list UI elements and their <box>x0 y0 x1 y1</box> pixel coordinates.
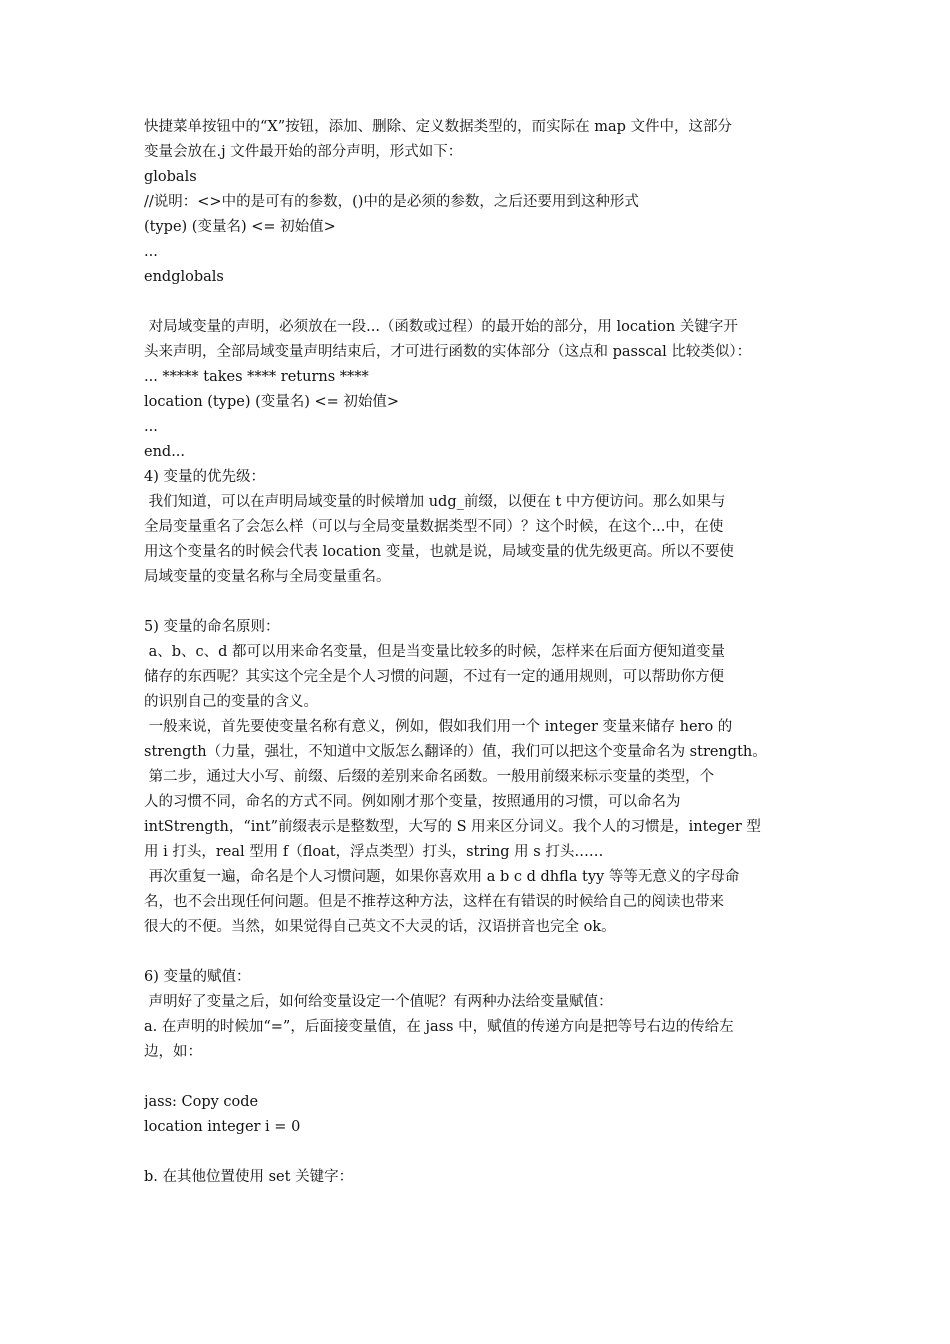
text-line: 全局变量重名了会怎么样（可以与全局变量数据类型不同）？这个时候，在这个...中，在使 <box>144 519 724 535</box>
blank-line <box>144 590 809 615</box>
text-line: 快捷菜单按钮中的“X”按钮，添加、删除、定义数据类型的，而实际在 map 文件中，这部分 <box>144 119 733 135</box>
text-line: 我们知道，可以在声明局域变量的时候增加 udg_前缀，以便在 t 中方便访问。那么如果与 <box>144 494 726 510</box>
code-line: ... <box>144 419 158 435</box>
code-line: ... <box>144 244 158 260</box>
text-line: 头来声明，全部局域变量声明结束后，才可进行函数的实体部分（这点和 passcal 比较类似）： <box>144 344 752 360</box>
text-line: 名，也不会出现任何问题。但是不推荐这种方法，这样在有错误的时候给自己的阅读也带来 <box>144 894 724 910</box>
text-line: 储存的东西呢？其实这个完全是个人习惯的问题，不过有一定的通用规则，可以帮助你方便 <box>144 669 724 685</box>
blank-line <box>144 1140 809 1165</box>
code-comment-line: //说明：<>中的是可有的参数，()中的是必须的参数，之后还要用到这种形式 <box>144 194 639 210</box>
text-line: 用 i 打头，real 型用 f（float，浮点类型）打头，string 用 s 打头…… <box>144 844 604 860</box>
code-header: jass: Copy code <box>144 1094 259 1110</box>
text-line: b. 在其他位置使用 set 关键字： <box>144 1169 354 1185</box>
code-line: (type) (变量名) <= 初始值> <box>144 219 336 235</box>
code-line: location (type) (变量名) <= 初始值> <box>144 394 400 410</box>
text-line: 很大的不便。当然，如果觉得自己英文不大灵的话，汉语拼音也完全 ok。 <box>144 919 616 935</box>
text-line: a、b、c、d 都可以用来命名变量，但是当变量比较多的时候，怎样来在后面方便知道变量 <box>144 644 726 660</box>
text-line: 对局域变量的声明，必须放在一段...（函数或过程）的最开始的部分，用 location 关键字开 <box>144 319 738 335</box>
code-line: location integer i = 0 <box>144 1119 301 1135</box>
text-line: a. 在声明的时候加“=”，后面接变量值，在 jass 中，赋值的传递方向是把等号右边的传给左 <box>144 1019 734 1035</box>
text-line: 再次重复一遍，命名是个人习惯问题，如果你喜欢用 a b c d dhfla tyy 等等无意义的字母命 <box>144 869 740 885</box>
text-line: 第二步，通过大小写、前缀、后缀的差别来命名函数。一般用前缀来标示变量的类型，个 <box>144 769 715 785</box>
text-line: strength（力量，强壮，不知道中文版怎么翻译的）值，我们可以把这个变量命名为 strength。 <box>144 744 767 760</box>
code-line: globals <box>144 169 197 185</box>
section-heading: 5) 变量的命名原则： <box>144 619 280 635</box>
text-line: 的识别自己的变量的含义。 <box>144 694 318 710</box>
code-line: end... <box>144 444 186 460</box>
blank-line <box>144 1065 809 1090</box>
section-heading: 4) 变量的优先级： <box>144 469 265 485</box>
text-line: 人的习惯不同，命名的方式不同。例如刚才那个变量，按照通用的习惯，可以命名为 <box>144 794 681 810</box>
text-line: intStrength，“int”前缀表示是整数型，大写的 S 用来区分词义。我个人的习惯是，integer 型 <box>144 819 761 835</box>
text-line: 边，如： <box>144 1044 202 1060</box>
section-heading: 6) 变量的赋值： <box>144 969 251 985</box>
document-body <box>144 115 809 1190</box>
text-line: 声明好了变量之后，如何给变量设定一个值呢？有两种办法给变量赋值： <box>144 994 613 1010</box>
text-line: 一般来说，首先要使变量名称有意义，例如，假如我们用一个 integer 变量来储存 hero 的 <box>144 719 733 735</box>
blank-line <box>144 940 809 965</box>
text-line: 用这个变量名的时候会代表 location 变量，也就是说，局域变量的优先级更高。所以不要使 <box>144 544 734 560</box>
text-line: 变量会放在.j 文件最开始的部分声明，形式如下： <box>144 144 463 160</box>
blank-line <box>144 290 809 315</box>
code-line: ... ***** takes **** returns **** <box>144 369 369 385</box>
code-line: endglobals <box>144 269 224 285</box>
text-line: 局域变量的变量名称与全局变量重名。 <box>144 569 391 585</box>
